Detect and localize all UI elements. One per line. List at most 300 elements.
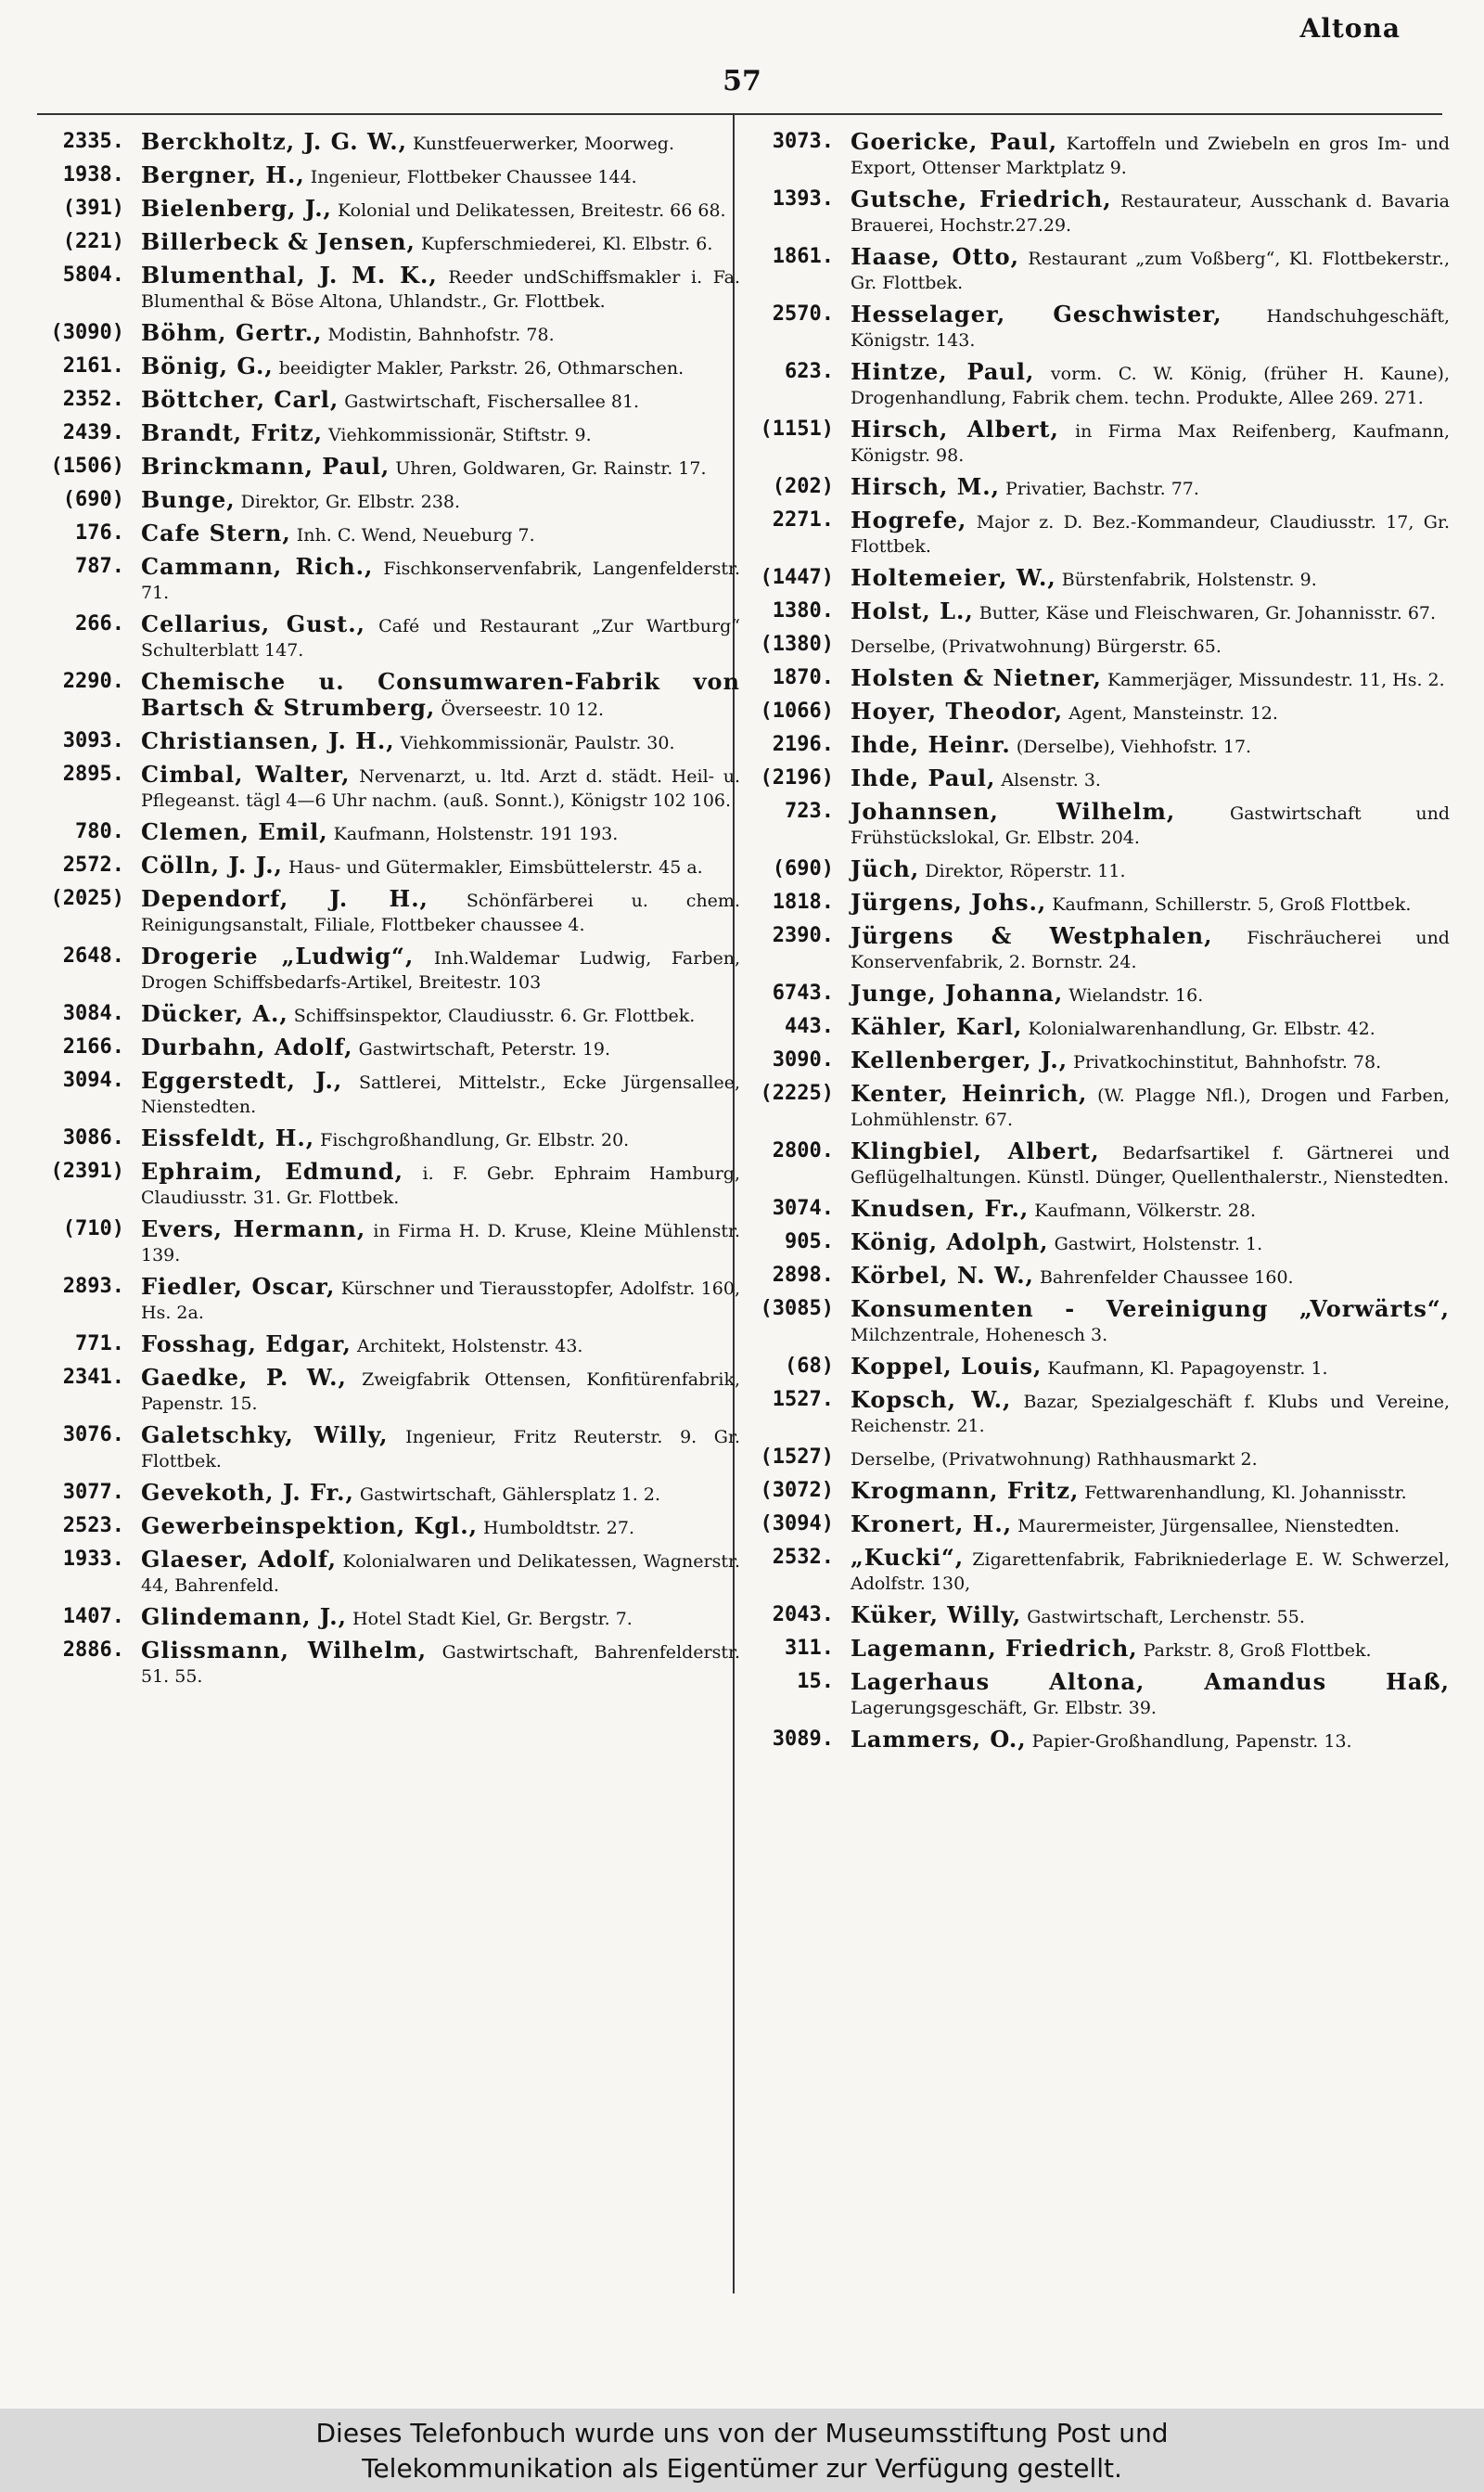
directory-entry xyxy=(37,1638,740,1689)
subscriber-name: Hogrefe, xyxy=(851,507,967,533)
entry-text xyxy=(851,1479,1450,1505)
subscriber-name: Gutsche, Friedrich, xyxy=(851,186,1112,212)
subscriber-name: Blumenthal, J. M. K., xyxy=(141,262,438,289)
phone-number: 2335. xyxy=(62,130,124,153)
phone-number: 3090. xyxy=(772,1048,834,1072)
phone-number: 623. xyxy=(785,360,834,383)
directory-entry xyxy=(37,1035,740,1061)
subscriber-name: Konsumenten - Vereinigung „Vorwärts“, xyxy=(851,1295,1450,1322)
subscriber-detail: i. F. Gebr. Ephraim Hamburg, Claudiusstr. 31. Gr. Flottbek. xyxy=(141,1163,741,1208)
entry-text xyxy=(851,1546,1450,1596)
directory-entry xyxy=(747,766,1450,792)
entry-text xyxy=(141,612,740,662)
subscriber-detail: Milchzentrale, Hohenesch 3. xyxy=(851,1325,1108,1345)
subscriber-detail: Överseestr. 10 12. xyxy=(441,700,605,720)
directory-entry xyxy=(747,924,1450,974)
subscriber-detail: Zigarettenfabrik, Fabrikniederlage E. W. Schwerzel, Adolfstr. 130, xyxy=(851,1549,1450,1594)
entry-text xyxy=(851,417,1450,468)
phone-number: 3084. xyxy=(62,1002,124,1025)
entry-text xyxy=(141,1275,740,1325)
directory-entry xyxy=(37,263,740,314)
subscriber-name: Jüch, xyxy=(851,855,920,882)
entry-text xyxy=(851,1445,1450,1471)
directory-entry xyxy=(747,1670,1450,1720)
phone-number: (2391) xyxy=(50,1160,124,1183)
subscriber-detail: Privatkochinstitut, Bahnhofstr. 78. xyxy=(1073,1052,1382,1073)
subscriber-detail: Uhren, Goldwaren, Gr. Rainstr. 17. xyxy=(395,458,707,479)
subscriber-detail: Gastwirtschaft, Fischersallee 81. xyxy=(344,392,640,412)
entry-text xyxy=(141,1002,740,1028)
entry-text xyxy=(851,1728,1450,1753)
directory-entry xyxy=(747,566,1450,592)
subscriber-name: Dücker, A., xyxy=(141,1000,288,1027)
subscriber-detail: Handschuhgeschäft, Königstr. 143. xyxy=(851,306,1450,351)
directory-entry xyxy=(747,1728,1450,1753)
entry-text xyxy=(141,263,740,314)
entry-text xyxy=(851,1670,1450,1720)
subscriber-name: Knudsen, Fr., xyxy=(851,1195,1030,1222)
phone-number: (1506) xyxy=(50,455,124,478)
subscriber-name: Koppel, Louis, xyxy=(851,1353,1043,1380)
phone-number: 2271. xyxy=(772,508,834,532)
subscriber-name: Chemische u. Consumwaren-Fabrik von Bartsch & Strumberg, xyxy=(141,668,740,721)
directory-entry xyxy=(747,1637,1450,1663)
entry-text xyxy=(141,1332,740,1358)
directory-entry xyxy=(37,421,740,447)
directory-entry xyxy=(747,1230,1450,1256)
subscriber-name: Jürgens, Johs., xyxy=(851,889,1047,916)
phone-number: 2800. xyxy=(772,1139,834,1163)
directory-entry xyxy=(37,1069,740,1119)
subscriber-detail: Inh. C. Wend, Neueburg 7. xyxy=(296,525,535,546)
subscriber-name: Glindemann, J., xyxy=(141,1603,347,1630)
entry-text xyxy=(851,1139,1450,1189)
entry-text xyxy=(851,891,1450,917)
directory-entry xyxy=(37,1481,740,1507)
phone-number: (3094) xyxy=(760,1512,834,1535)
entry-text xyxy=(141,130,740,156)
phone-number: 1870. xyxy=(772,666,834,689)
phone-number: 2895. xyxy=(62,763,124,786)
subscriber-detail: Derselbe, (Privatwohnung) Bürgerstr. 65. xyxy=(851,636,1222,657)
entry-text xyxy=(141,887,740,937)
subscriber-detail: Maurermeister, Jürgensallee, Nienstedten. xyxy=(1017,1516,1401,1536)
phone-number: 15. xyxy=(797,1670,834,1693)
entry-text xyxy=(851,1512,1450,1538)
directory-entry xyxy=(37,1605,740,1631)
entry-text xyxy=(141,488,740,514)
entry-text xyxy=(141,197,740,223)
subscriber-name: Fiedler, Oscar, xyxy=(141,1273,336,1300)
phone-number: (1527) xyxy=(760,1445,834,1469)
directory-entry xyxy=(37,488,740,514)
phone-number: (1066) xyxy=(760,700,834,723)
phone-number: 1861. xyxy=(772,245,834,268)
subscriber-detail: (Derselbe), Viehhofstr. 17. xyxy=(1016,737,1252,757)
subscriber-detail: Direktor, Gr. Elbstr. 238. xyxy=(240,492,461,512)
subscriber-name: Brinckmann, Paul, xyxy=(141,453,390,480)
phone-number: 1380. xyxy=(772,599,834,623)
phone-number: 2352. xyxy=(62,388,124,411)
entry-text xyxy=(851,1015,1450,1041)
phone-number: (3085) xyxy=(760,1297,834,1320)
subscriber-detail: Reeder undSchiffsmakler i. Fa. Blumenthal & Böse Altona, Uhlandstr., Gr. Flottbek. xyxy=(141,267,741,312)
phone-number: 1818. xyxy=(772,891,834,914)
subscriber-name: Krogmann, Fritz, xyxy=(851,1477,1080,1504)
subscriber-name: Glaeser, Adolf, xyxy=(141,1546,337,1573)
phone-number: 311. xyxy=(785,1637,834,1660)
directory-entry xyxy=(747,633,1450,659)
phone-number: (710) xyxy=(62,1217,124,1240)
subscriber-detail: Architekt, Holstenstr. 43. xyxy=(356,1336,583,1356)
directory-entry xyxy=(37,197,740,223)
entry-text xyxy=(851,982,1450,1008)
entry-text xyxy=(851,599,1450,625)
phone-number: 5804. xyxy=(62,263,124,287)
entry-text xyxy=(141,1481,740,1507)
directory-entry xyxy=(37,555,740,605)
subscriber-name: Holsten & Nietner, xyxy=(851,664,1102,691)
subscriber-name: Körbel, N. W., xyxy=(851,1262,1034,1289)
subscriber-detail: Fettwarenhandlung, Kl. Johannisstr. xyxy=(1084,1483,1407,1503)
subscriber-detail: Kolonialwarenhandlung, Gr. Elbstr. 42. xyxy=(1028,1019,1375,1039)
subscriber-name: „Kucki“, xyxy=(851,1544,965,1571)
subscriber-detail: Café und Restaurant „Zur Wartburg“ Schulterblatt 147. xyxy=(141,616,740,661)
subscriber-name: Jürgens & Westphalen, xyxy=(851,922,1213,949)
subscriber-detail: Lagerungsgeschäft, Gr. Elbstr. 39. xyxy=(851,1698,1157,1718)
subscriber-name: Böttcher, Carl, xyxy=(141,386,339,413)
directory-entry xyxy=(37,854,740,880)
entry-text xyxy=(851,1264,1450,1290)
phone-number: 2196. xyxy=(772,733,834,756)
directory-entry xyxy=(747,1355,1450,1381)
subscriber-detail: (W. Plagge Nfl.), Drogen und Farben, Lohmühlenstr. 67. xyxy=(851,1085,1450,1130)
phone-number: 3093. xyxy=(62,729,124,752)
entry-text xyxy=(851,1603,1450,1629)
entry-text xyxy=(851,857,1450,883)
subscriber-detail: Nervenarzt, u. ltd. Arzt d. städt. Heil- u. Pflegeanst. tägl 4—6 Uhr nachm. (auß. Sonnt.), Königstr 102 106. xyxy=(141,766,740,811)
phone-number: 176. xyxy=(75,521,124,545)
subscriber-detail: Fischkonservenfabrik, Langenfelderstr. 71. xyxy=(141,559,741,603)
directory-entry xyxy=(747,508,1450,559)
entry-text xyxy=(851,633,1450,659)
subscriber-name: Cölln, J. J., xyxy=(141,852,283,879)
phone-number: 2572. xyxy=(62,854,124,877)
directory-entry xyxy=(747,800,1450,850)
phone-number: 3089. xyxy=(772,1728,834,1751)
phone-number: 1933. xyxy=(62,1548,124,1571)
subscriber-name: Durbahn, Adolf, xyxy=(141,1034,353,1060)
directory-entry xyxy=(37,1217,740,1267)
entry-text xyxy=(141,1126,740,1152)
directory-entry xyxy=(37,763,740,813)
entry-text xyxy=(851,800,1450,850)
directory-entry xyxy=(747,857,1450,883)
phone-number: 905. xyxy=(785,1230,834,1253)
subscriber-detail: in Firma H. D. Kruse, Kleine Mühlenstr. 139. xyxy=(141,1221,740,1265)
entry-text xyxy=(851,1082,1450,1132)
entry-text xyxy=(851,187,1450,238)
subscriber-name: Dependorf, J. H., xyxy=(141,885,429,912)
directory-entry xyxy=(37,820,740,846)
subscriber-name: Böhm, Gertr., xyxy=(141,319,323,346)
directory-entry xyxy=(37,1548,740,1598)
phone-number: 2898. xyxy=(772,1264,834,1287)
subscriber-name: Brandt, Fritz, xyxy=(141,419,323,446)
entry-text xyxy=(141,555,740,605)
subscriber-name: Billerbeck & Jensen, xyxy=(141,228,416,255)
entry-text xyxy=(141,1605,740,1631)
subscriber-name: Klingbiel, Albert, xyxy=(851,1137,1100,1164)
directory-entry xyxy=(747,700,1450,726)
phone-number: 787. xyxy=(75,555,124,578)
entry-text xyxy=(851,766,1450,792)
subscriber-name: Haase, Otto, xyxy=(851,243,1019,270)
entry-text xyxy=(141,455,740,481)
entry-text xyxy=(141,1548,740,1598)
subscriber-name: Eggerstedt, J., xyxy=(141,1067,343,1094)
subscriber-name: Evers, Hermann, xyxy=(141,1215,366,1242)
directory-entry xyxy=(747,417,1450,468)
subscriber-detail: Agent, Mansteinstr. 12. xyxy=(1068,703,1278,724)
subscriber-name: Clemen, Emil, xyxy=(141,818,328,845)
subscriber-detail: Papier-Großhandlung, Papenstr. 13. xyxy=(1031,1731,1352,1752)
directory-entry xyxy=(747,1512,1450,1538)
phone-number: 3094. xyxy=(62,1069,124,1092)
subscriber-name: Kähler, Karl, xyxy=(851,1013,1023,1040)
subscriber-detail: Kartoffeln und Zwiebeln en gros Im- und Export, Ottenser Marktplatz 9. xyxy=(851,134,1451,178)
directory-entry xyxy=(747,1546,1450,1596)
directory-entry xyxy=(37,670,740,722)
subscriber-detail: Bazar, Spezialgeschäft f. Klubs und Vereine, Reichenstr. 21. xyxy=(851,1392,1450,1436)
subscriber-name: Hintze, Paul, xyxy=(851,358,1035,385)
entry-text xyxy=(851,360,1450,410)
subscriber-detail: Kürschner und Tierausstopfer, Adolfstr. 160, Hs. 2a. xyxy=(141,1278,740,1323)
directory-entry xyxy=(747,1264,1450,1290)
subscriber-name: Ihde, Paul, xyxy=(851,764,996,791)
subscriber-name: Ihde, Heinr. xyxy=(851,731,1011,758)
entry-text xyxy=(851,1048,1450,1074)
entry-text xyxy=(851,508,1450,559)
subscriber-detail: Schönfärberei u. chem. Reinigungsanstalt, Filiale, Flottbeker chaussee 4. xyxy=(141,891,740,935)
entry-text xyxy=(141,1423,740,1473)
entry-text xyxy=(851,1297,1450,1347)
phone-number: (2025) xyxy=(50,887,124,910)
phone-number: 1527. xyxy=(772,1388,834,1411)
subscriber-name: Hesselager, Geschwister, xyxy=(851,301,1222,328)
subscriber-detail: Sattlerei, Mittelstr., Ecke Jürgensallee, Nienstedten. xyxy=(141,1073,740,1117)
entry-text xyxy=(141,763,740,813)
subscriber-name: Cafe Stern, xyxy=(141,520,291,546)
subscriber-name: Kenter, Heinrich, xyxy=(851,1080,1088,1107)
directory-entry xyxy=(747,1082,1450,1132)
entry-text xyxy=(851,700,1450,726)
subscriber-detail: Kaufmann, Völkerstr. 28. xyxy=(1034,1201,1256,1221)
subscriber-detail: Direktor, Röperstr. 11. xyxy=(925,861,1126,881)
entry-text xyxy=(141,388,740,414)
subscriber-detail: Fischgroßhandlung, Gr. Elbstr. 20. xyxy=(320,1130,630,1150)
directory-entry xyxy=(37,1366,740,1416)
entry-text xyxy=(141,1638,740,1689)
entry-text xyxy=(141,230,740,256)
phone-number: 2570. xyxy=(772,302,834,326)
subscriber-name: Berckholtz, J. G. W., xyxy=(141,128,407,155)
directory-entry xyxy=(747,599,1450,625)
subscriber-detail: in Firma Max Reifenberg, Kaufmann, Königstr. 98. xyxy=(851,421,1450,466)
subscriber-detail: Fischräucherei und Konservenfabrik, 2. Bornstr. 24. xyxy=(851,928,1450,972)
subscriber-name: Fosshag, Edgar, xyxy=(141,1330,352,1357)
subscriber-detail: Bahrenfelder Chaussee 160. xyxy=(1039,1267,1294,1288)
phone-number: 6743. xyxy=(772,982,834,1005)
subscriber-detail: Kolonial und Delikatessen, Breitestr. 66 68. xyxy=(337,200,726,221)
phone-number: 2166. xyxy=(62,1035,124,1059)
subscriber-detail: Bürstenfabrik, Holstenstr. 9. xyxy=(1061,570,1317,590)
directory-entry xyxy=(37,887,740,937)
subscriber-name: Glissmann, Wilhelm, xyxy=(141,1637,428,1663)
subscriber-name: Bunge, xyxy=(141,486,236,513)
directory-entry xyxy=(747,733,1450,759)
left-column xyxy=(37,130,740,1696)
subscriber-name: Cimbal, Walter, xyxy=(141,761,351,788)
footer-line-1: Dieses Telefonbuch wurde uns von der Museumsstiftung Post und xyxy=(315,2418,1169,2448)
subscriber-detail: Gastwirtschaft, Bahrenfelderstr. 51. 55. xyxy=(141,1642,740,1687)
subscriber-name: Gevekoth, J. Fr., xyxy=(141,1479,354,1506)
phone-number: 1938. xyxy=(62,163,124,186)
directory-entry xyxy=(747,982,1450,1008)
phone-number: (1151) xyxy=(760,417,834,441)
phone-number: (1447) xyxy=(760,566,834,589)
phone-number: (690) xyxy=(772,857,834,880)
directory-entry xyxy=(747,1445,1450,1471)
subscriber-name: Hirsch, M., xyxy=(851,473,1000,500)
page-number: 57 xyxy=(723,65,761,97)
subscriber-detail: Kupferschmiederei, Kl. Elbstr. 6. xyxy=(420,234,713,254)
phone-number: (1380) xyxy=(760,633,834,656)
directory-entry xyxy=(37,321,740,347)
phone-number: 1407. xyxy=(62,1605,124,1628)
subscriber-name: Drogerie „Ludwig“, xyxy=(141,943,415,970)
entry-text xyxy=(851,245,1450,295)
subscriber-name: Kronert, H., xyxy=(851,1510,1013,1537)
entry-text xyxy=(851,130,1450,180)
subscriber-detail: Gastwirtschaft, Peterstr. 19. xyxy=(358,1039,611,1060)
phone-number: 2523. xyxy=(62,1514,124,1537)
directory-entry xyxy=(37,1275,740,1325)
subscriber-name: Gaedke, P. W., xyxy=(141,1364,347,1391)
phone-number: (391) xyxy=(62,197,124,220)
subscriber-detail: Inh.Waldemar Ludwig, Farben, Drogen Schiffsbedarfs-Artikel, Breitestr. 103 xyxy=(141,948,741,993)
subscriber-name: Cammann, Rich., xyxy=(141,553,374,580)
subscriber-name: Holst, L., xyxy=(851,597,974,624)
subscriber-detail: Gastwirt, Holstenstr. 1. xyxy=(1054,1234,1263,1254)
phone-number: 3073. xyxy=(772,130,834,153)
subscriber-name: Eissfeldt, H., xyxy=(141,1124,315,1151)
subscriber-detail: Parkstr. 8, Groß Flottbek. xyxy=(1143,1640,1372,1661)
directory-entry xyxy=(37,1002,740,1028)
entry-text xyxy=(141,421,740,447)
directory-entry xyxy=(37,163,740,189)
directory-entry xyxy=(37,130,740,156)
entry-text xyxy=(851,1197,1450,1223)
directory-entry xyxy=(37,388,740,414)
phone-number: 771. xyxy=(75,1332,124,1355)
subscriber-detail: Major z. D. Bez.-Kommandeur, Claudiusstr. 17, Gr. Flottbek. xyxy=(851,512,1450,557)
subscriber-detail: Gastwirtschaft, Lerchenstr. 55. xyxy=(1027,1607,1305,1627)
subscriber-detail: Zweigfabrik Ottensen, Konfitürenfabrik, Papenstr. 15. xyxy=(141,1369,741,1414)
subscriber-name: Holtemeier, W., xyxy=(851,564,1056,591)
directory-entry xyxy=(747,1297,1450,1347)
directory-entry xyxy=(37,944,740,995)
footer-line-2: Telekommunikation als Eigentümer zur Verfügung gestellt. xyxy=(362,2453,1122,2484)
subscriber-detail: Schiffsinspektor, Claudiusstr. 6. Gr. Flottbek. xyxy=(293,1006,696,1026)
subscriber-detail: Kaufmann, Kl. Papagoyenstr. 1. xyxy=(1047,1358,1328,1379)
directory-entry xyxy=(747,360,1450,410)
directory-entry xyxy=(37,1514,740,1540)
directory-entry xyxy=(747,130,1450,180)
phone-number: 2341. xyxy=(62,1366,124,1389)
subscriber-name: Kopsch, W., xyxy=(851,1386,1012,1413)
subscriber-detail: Kammerjäger, Missundestr. 11, Hs. 2. xyxy=(1107,670,1445,690)
phone-number: 2439. xyxy=(62,421,124,444)
phone-number: 2290. xyxy=(62,670,124,693)
directory-entry xyxy=(747,302,1450,353)
directory-entry xyxy=(37,1332,740,1358)
subscriber-name: Galetschky, Willy, xyxy=(141,1421,389,1448)
directory-entry xyxy=(37,1126,740,1152)
top-rule xyxy=(37,113,1442,115)
directory-entry xyxy=(747,666,1450,692)
entry-text xyxy=(851,566,1450,592)
subscriber-detail: Modistin, Bahnhofstr. 78. xyxy=(327,325,555,345)
directory-entry xyxy=(747,1197,1450,1223)
subscriber-detail: Kunstfeuerwerker, Moorweg. xyxy=(412,134,674,154)
entry-text xyxy=(851,1637,1450,1663)
entry-text xyxy=(851,302,1450,353)
entry-text xyxy=(141,729,740,755)
entry-text xyxy=(141,1217,740,1267)
subscriber-name: Küker, Willy, xyxy=(851,1601,1022,1628)
subscriber-name: Bielenberg, J., xyxy=(141,195,332,222)
subscriber-name: Junge, Johanna, xyxy=(851,980,1064,1007)
subscriber-detail: Gastwirtschaft und Frühstückslokal, Gr. Elbstr. 204. xyxy=(851,803,1451,848)
entry-text xyxy=(851,475,1450,501)
directory-entry xyxy=(37,729,740,755)
subscriber-name: Lammers, O., xyxy=(851,1726,1027,1753)
subscriber-detail: Bedarfsartikel f. Gärtnerei und Geflügelhaltungen. Künstl. Dünger, Quellenthalerstr., Nienstedten. xyxy=(851,1143,1450,1188)
entry-text xyxy=(141,820,740,846)
entry-text xyxy=(141,670,740,722)
directory-entry xyxy=(747,245,1450,295)
subscriber-name: Gewerbeinspektion, Kgl., xyxy=(141,1512,478,1539)
phone-number: (3072) xyxy=(760,1479,834,1502)
footer-notice xyxy=(0,2409,1484,2492)
subscriber-name: Hirsch, Albert, xyxy=(851,416,1059,443)
directory-entry xyxy=(747,1603,1450,1629)
entry-text xyxy=(851,666,1450,692)
subscriber-detail: beeidigter Makler, Parkstr. 26, Othmarschen. xyxy=(278,358,684,379)
entry-text xyxy=(141,1069,740,1119)
entry-text xyxy=(141,354,740,380)
subscriber-name: Kellenberger, J., xyxy=(851,1047,1068,1073)
entry-text xyxy=(141,944,740,995)
phone-number: 443. xyxy=(785,1015,834,1038)
running-head-place: Altona xyxy=(1299,13,1401,44)
subscriber-detail: Ingenieur, Fritz Reuterstr. 9. Gr. Flottbek. xyxy=(141,1427,741,1471)
phone-number: (221) xyxy=(62,230,124,253)
phone-number: (68) xyxy=(785,1355,834,1378)
phone-number: (690) xyxy=(62,488,124,511)
entry-text xyxy=(851,924,1450,974)
